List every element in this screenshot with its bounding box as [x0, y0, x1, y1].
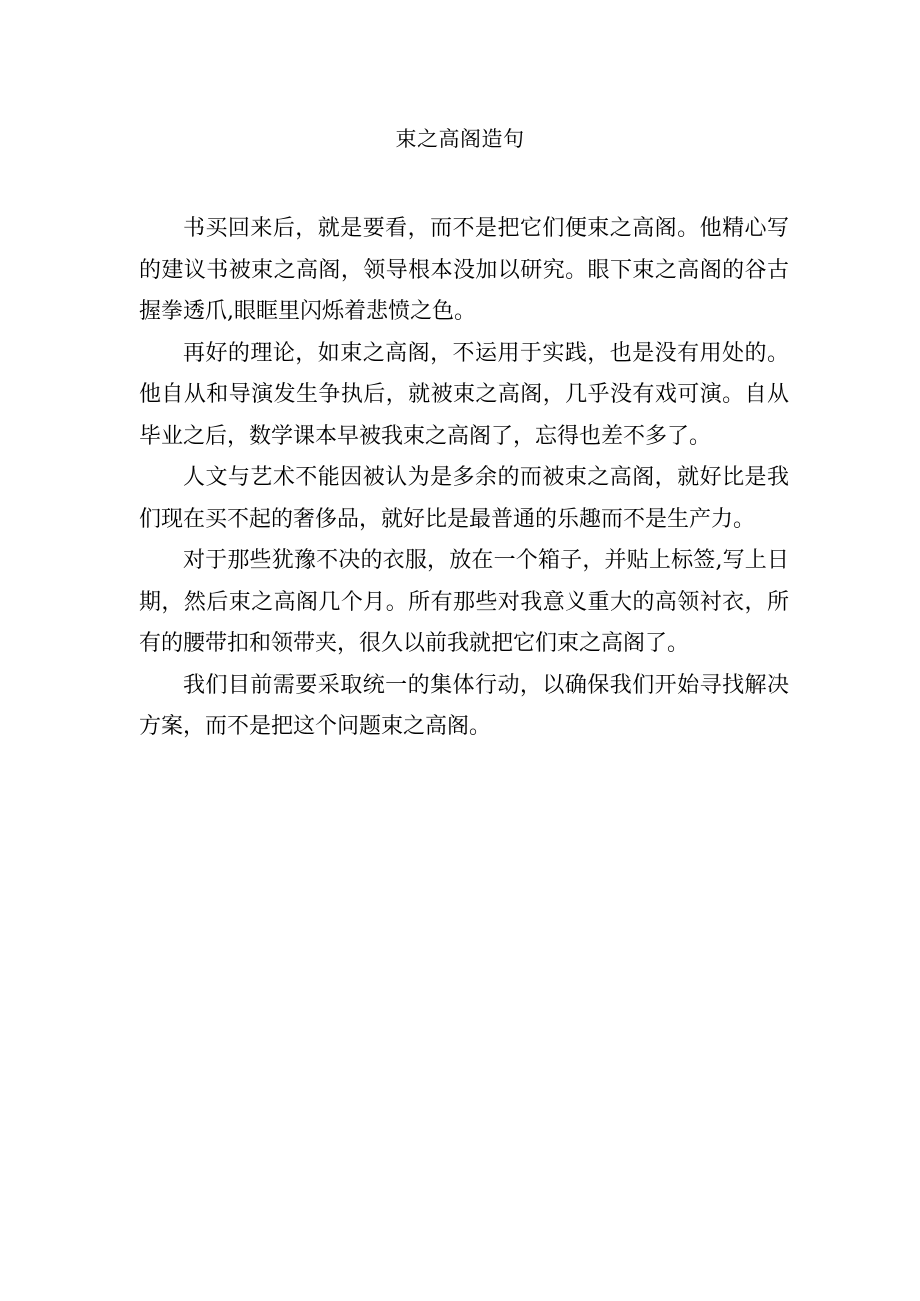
paragraph-2: 再好的理论，如束之高阁，不运用于实践，也是没有用处的。他自从和导演发生争执后，就被束之高阁，几乎没有戏可演。自从毕业之后，数学课本早被我束之高阁了，忘得也差不多了。	[139, 340, 789, 449]
paragraph-4: 对于那些犹豫不决的衣服，放在一个箱子，并贴上标签,写上日期，然后束之高阁几个月。所有那些对我意义重大的高领衬衣，所有的腰带扣和领带夹，很久以前我就把它们束之高阁了。	[139, 548, 789, 656]
document-body	[139, 208, 789, 748]
document-title: 束之高阁造句	[395, 127, 525, 151]
paragraph-1: 书买回来后，就是要看，而不是把它们便束之高阁。他精心写的建议书被束之高阁，领导根本没加以研究。眼下束之高阁的谷古握拳透爪,眼眶里闪烁着悲愤之色。	[139, 216, 789, 324]
paragraph-3: 人文与艺术不能因被认为是多余的而被束之高阁，就好比是我们现在买不起的奢侈品，就好比是最普通的乐趣而不是生产力。	[139, 465, 789, 532]
paragraph-5: 我们目前需要采取统一的集体行动，以确保我们开始寻找解决方案，而不是把这个问题束之高阁。	[139, 672, 789, 739]
